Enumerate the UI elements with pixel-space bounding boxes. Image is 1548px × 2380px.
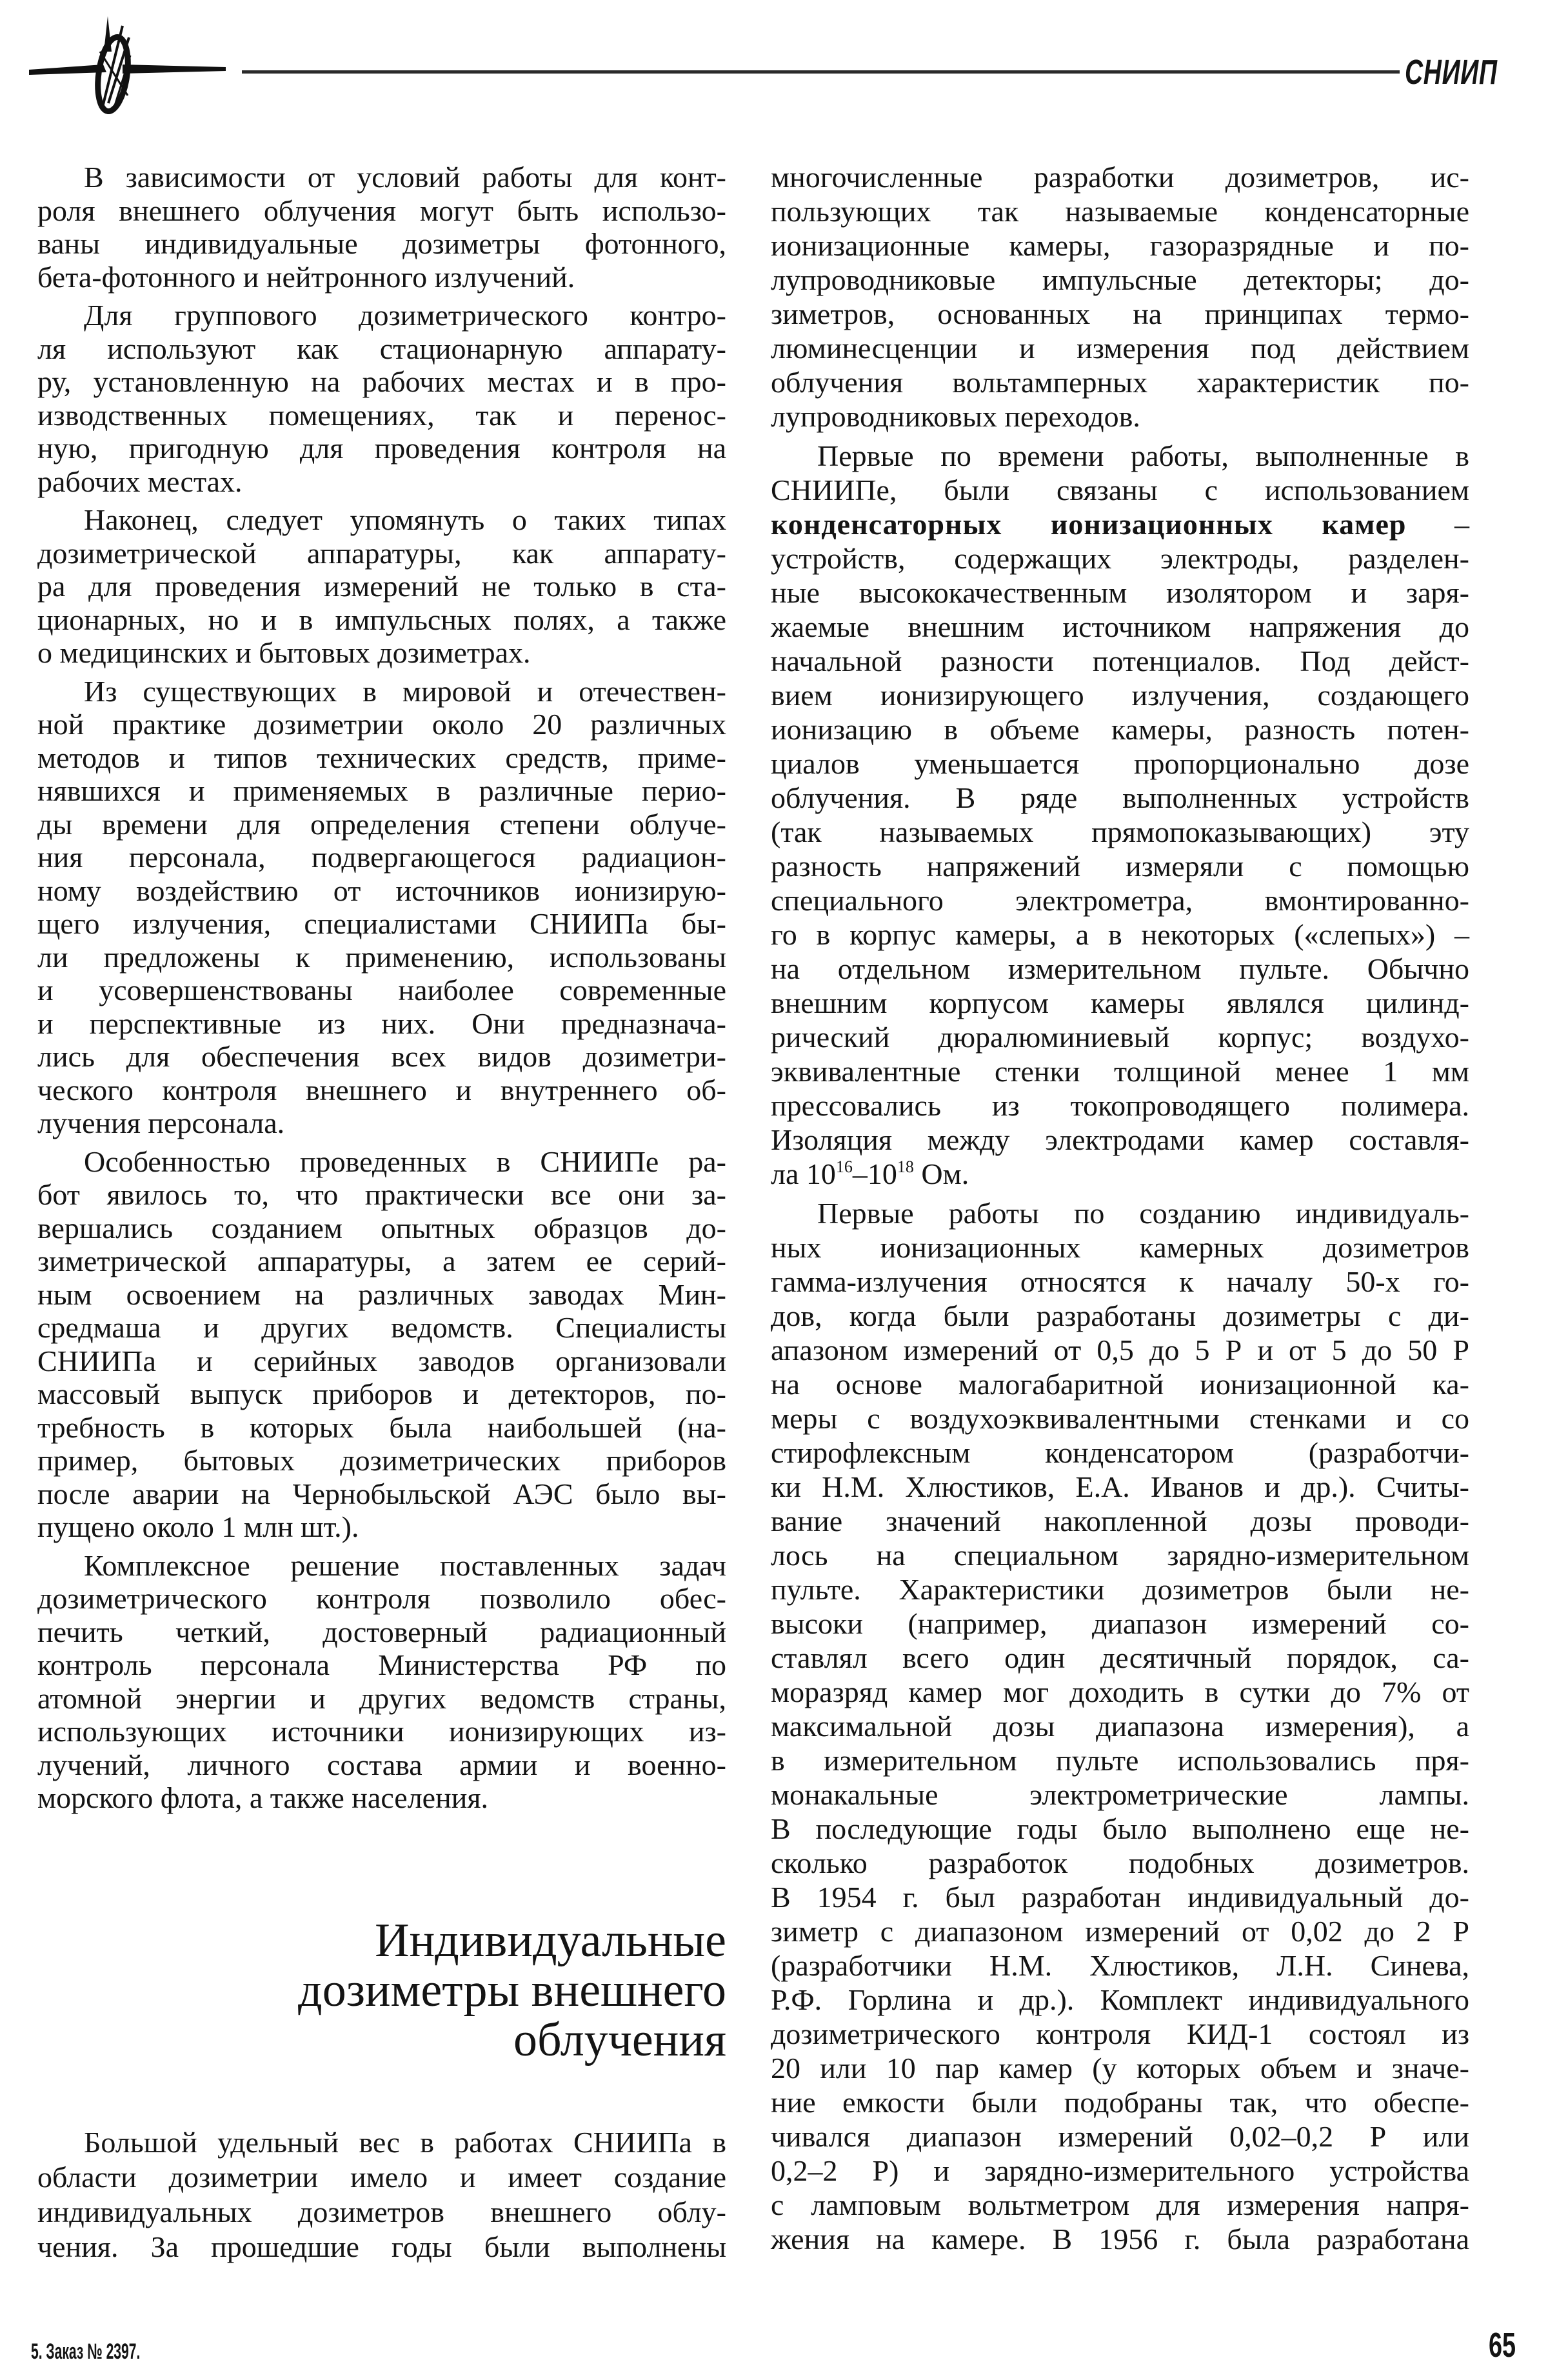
text-line [37, 1178, 726, 1212]
paragraph [37, 299, 726, 498]
text-line [771, 1983, 1469, 2017]
text-line-content: ионизационные камеры, газоразрядные и по- [771, 229, 1469, 262]
text-line-content: дов, когда были разработаны дозиметры с ди- [771, 1299, 1469, 1332]
text-line-content: массовый выпуск приборов и детекторов, по- [37, 1377, 726, 1410]
text-line-content: специального электрометра, вмонтированно- [771, 884, 1469, 917]
text-line-content: ную, пригодную для проведения контроля на [37, 432, 726, 465]
text-line [37, 1549, 726, 1583]
text-line [37, 1007, 726, 1041]
text-line [37, 227, 726, 261]
text-line [771, 1846, 1469, 1880]
text-line [37, 1748, 726, 1782]
text-line [771, 678, 1469, 712]
text-line [37, 503, 726, 537]
text-line-content: ческого контроля внешнего и внутреннего об- [37, 1073, 726, 1106]
text-line [37, 603, 726, 637]
text-line-content: ионизацию в объеме камеры, разность потен- [771, 713, 1469, 746]
text-line [37, 161, 726, 194]
text-line-content: ки Н.М. Хлюстиков, Е.А. Иванов и др.). Считы- [771, 1470, 1469, 1503]
text-line [37, 1245, 726, 1278]
text-line-content: зиметрической аппаратуры, а затем ее серий- [37, 1245, 726, 1277]
text-line [37, 1648, 726, 1682]
text-line [771, 712, 1469, 746]
text-line-content: рабочих местах. [37, 465, 243, 498]
text-line [771, 228, 1469, 263]
text-line-content: многочисленные разработки дозиметров, ис- [771, 161, 1469, 194]
heading-line: Индивидуальные [375, 1914, 726, 1967]
text-line-content: моразряд камер мог доходить в сутки до 7% от [771, 1675, 1469, 1708]
text-line-content: ды времени для определения степени облуче- [37, 807, 726, 841]
superscript: 18 [897, 1157, 914, 1176]
text-line [771, 1367, 1469, 1401]
superscript: 16 [835, 1157, 853, 1176]
text-line [37, 1582, 726, 1615]
text-line-content: пример, бытовых дозиметрических приборов [37, 1444, 726, 1477]
text-line [37, 570, 726, 603]
text-line [37, 1377, 726, 1411]
text-line [37, 1411, 726, 1445]
paragraph [37, 1145, 726, 1544]
text-line [771, 399, 1469, 434]
text-line [37, 1477, 726, 1511]
text-line [771, 1572, 1469, 1606]
text-line-content: после аварии на Чернобыльской АЭС было вы- [37, 1477, 726, 1510]
text-run: – [1406, 508, 1469, 541]
text-line [771, 1020, 1469, 1054]
text-line [771, 1265, 1469, 1299]
text-line-content: роля внешнего облучения могут быть использо- [37, 194, 726, 227]
text-line-content: дозиметрической аппаратуры, как аппарату- [37, 536, 726, 570]
text-line [771, 1470, 1469, 1504]
text-line [37, 1715, 726, 1748]
text-line [37, 2125, 726, 2160]
text-line [771, 541, 1469, 575]
text-line-content: ваны индивидуальные дозиметры фотонного, [37, 227, 726, 260]
text-line-content: пользующих так называемые конденсаторные [771, 195, 1469, 228]
text-line-content: высоки (например, диапазон измерений со- [771, 1607, 1469, 1640]
sniip-logo-icon [26, 13, 232, 116]
text-line-content: ли предложены к применению, использованы [37, 940, 726, 974]
text-line-content: бета-фотонного и нейтронного излучений. [37, 260, 575, 294]
text-line-content: облучения вольтамперных характеристик по- [771, 366, 1469, 399]
text-line [37, 1345, 726, 1378]
text-line-content: на основе малогабаритной ионизационной ка- [771, 1368, 1469, 1401]
text-line [771, 1948, 1469, 1983]
text-line [771, 365, 1469, 399]
text-line-content: 20 или 10 пар камер (у которых объем и значе- [771, 2052, 1469, 2085]
text-line-content: ра для проведения измерений не только в ста- [37, 570, 726, 603]
text-line-content: Наконец, следует упомянуть о таких типах [84, 503, 726, 536]
text-line [771, 1230, 1469, 1265]
text-line-content: зиметр с диапазоном измерений от 0,02 до 2 Р [771, 1915, 1469, 1948]
text-line-content: В 1954 г. был разработан индивидуальный до- [771, 1881, 1469, 1914]
text-line [771, 2222, 1469, 2256]
text-line-content: устройств, содержащих электроды, разделен- [771, 542, 1469, 575]
text-line-content: ные высококачественным изолятором и заря- [771, 576, 1469, 609]
text-line-content: эквивалентные стенки толщиной менее 1 мм [771, 1055, 1469, 1088]
text-line [37, 1682, 726, 1715]
text-run: ла 10 [771, 1157, 836, 1190]
text-line-content: Первые работы по созданию индивидуаль- [817, 1197, 1469, 1230]
text-run: Ом. [913, 1157, 969, 1190]
text-line-content: максимальной дозы диапазона измерения), а [771, 1710, 1469, 1743]
text-line [771, 263, 1469, 297]
text-line-content: лучения персонала. [37, 1106, 285, 1139]
text-line-content: Большой удельный вес в работах СНИИПа в [84, 2126, 726, 2159]
text-line [771, 160, 1469, 194]
text-line-content: бот явилось то, что практически все они за- [37, 1178, 726, 1211]
text-line [37, 1444, 726, 1477]
text-line-content: ния персонала, подвергающегося радиацион- [37, 841, 726, 874]
text-line-content: пущено около 1 млн шт.). [37, 1510, 359, 1543]
text-line [771, 1435, 1469, 1470]
text-line-content: лупроводниковые импульсные детекторы; до- [771, 263, 1469, 296]
text-line [37, 841, 726, 874]
text-line-content: ному воздействию от источников ионизирую- [37, 874, 726, 907]
text-line-content: пульте. Характеристики дозиметров были не- [771, 1573, 1469, 1606]
text-line-content: (так называемых прямопоказывающих) эту [771, 815, 1469, 848]
text-line [37, 261, 726, 294]
text-line-content: лось на специальном зарядно-измерительном [771, 1539, 1469, 1572]
text-line-content: изводственных помещениях, так и перенос- [37, 398, 726, 432]
text-line [771, 1333, 1469, 1367]
text-line [771, 2154, 1469, 2188]
text-line-content: и усовершенствованы наиболее современные [37, 974, 726, 1006]
text-line [771, 849, 1469, 883]
text-line-content: циалов уменьшается пропорционально дозе [771, 747, 1469, 780]
text-line [771, 883, 1469, 917]
text-line-content: люминесценции и измерения под действием [771, 332, 1469, 365]
text-line [37, 1781, 726, 1815]
text-line-content: в измерительном пульте использовались пря- [771, 1744, 1469, 1777]
text-line-content: СНИИПа и серийных заводов организовали [37, 1344, 726, 1377]
footer-order-number: 5. Заказ № 2397. [31, 2339, 141, 2364]
text-line-content: Первые по времени работы, выполненные в [817, 439, 1469, 472]
text-line [771, 1538, 1469, 1572]
text-line-content: В последующие годы было выполнено еще не- [771, 1812, 1469, 1845]
text-line-content: области дозиметрии имело и имеет создание [37, 2161, 726, 2194]
text-line-content: начальной разности потенциалов. Под дейст- [771, 645, 1469, 677]
text-line [37, 2195, 726, 2230]
text-line [771, 507, 1469, 541]
text-line-content: лись для обеспечения всех видов дозиметри- [37, 1040, 726, 1073]
text-line [37, 399, 726, 432]
text-line [37, 465, 726, 499]
text-line [37, 874, 726, 908]
text-line [37, 1615, 726, 1649]
text-line-content: вием ионизирующего излучения, создающего [771, 679, 1469, 712]
text-line [37, 974, 726, 1007]
text-line-content: нявшихся и применяемых в различные перио- [37, 774, 726, 807]
text-line-content: разность напряжений измеряли с помощью [771, 850, 1469, 883]
text-line [771, 1777, 1469, 1812]
text-line [37, 2160, 726, 2195]
text-line-content: В зависимости от условий работы для конт- [84, 161, 726, 194]
text-line [771, 1812, 1469, 1846]
text-line-content: чивался диапазон измерений 0,02–0,2 Р или [771, 2120, 1469, 2153]
text-line [771, 815, 1469, 849]
text-line-content: ционарных, но и в импульсных полях, а также [37, 603, 726, 636]
page-number: 65 [1489, 2326, 1516, 2365]
text-line-content: 0,2–2 Р) и зарядно-измерительного устройства [771, 2154, 1469, 2187]
text-line-content: Изоляция между электродами камер составля- [771, 1123, 1469, 1156]
text-line-content: и перспективные из них. Они предназнача- [37, 1006, 726, 1040]
section-intro-column [37, 2125, 726, 2270]
text-line-content: Особенностью проведенных в СНИИПе ра- [84, 1145, 726, 1178]
text-line [37, 432, 726, 465]
text-line [771, 1123, 1469, 1157]
text-line [771, 1401, 1469, 1435]
paragraph [771, 160, 1469, 434]
text-line-content: с ламповым вольтметром для измерения напря- [771, 2188, 1469, 2221]
text-line-content: сколько разработок подобных дозиметров. [771, 1846, 1469, 1879]
text-line [37, 1040, 726, 1074]
text-line [37, 741, 726, 775]
text-line-content: рический дюралюминиевый корпус; воздухо- [771, 1021, 1469, 1054]
text-line-content: дозиметрического контроля КИД-1 состоял из [771, 2017, 1469, 2050]
text-line-content: ставлял всего один десятичный порядок, са- [771, 1641, 1469, 1674]
text-line-content: облучения. В ряде выполненных устройств [771, 781, 1469, 814]
text-line-content: ру, установленную на рабочих местах и в про- [37, 365, 726, 398]
text-line [37, 1278, 726, 1312]
header-brand: СНИИП [1405, 53, 1498, 92]
paragraph [771, 1196, 1469, 2256]
text-line-content: лучений, личного состава армии и военно- [37, 1748, 726, 1781]
text-line-content: о медицинских и бытовых дозиметрах. [37, 636, 531, 669]
text-line [37, 332, 726, 366]
text-line [771, 610, 1469, 644]
text-line-content: Для группового дозиметрического контро- [84, 299, 726, 332]
text-line [37, 365, 726, 399]
text-line-content: гамма-излучения относятся к началу 50-х го- [771, 1265, 1469, 1298]
text-line-content: щего излучения, специалистами СНИИПа бы- [37, 907, 726, 940]
text-line-content: внешним корпусом камеры являлся цилинд- [771, 986, 1469, 1019]
text-line-content: контроль персонала Министерства РФ по [37, 1648, 726, 1681]
text-line [771, 1606, 1469, 1641]
text-line [37, 2230, 726, 2265]
text-line-content: ным освоением на различных заводах Мин- [37, 1277, 726, 1311]
text-line [771, 781, 1469, 815]
text-line [771, 1641, 1469, 1675]
text-line-content [771, 507, 1469, 541]
text-line-content: прессовались из токопроводящего полимера. [771, 1089, 1469, 1122]
text-line [771, 1196, 1469, 1230]
text-line [771, 1157, 1469, 1191]
text-line [37, 1212, 726, 1245]
text-line [771, 1088, 1469, 1123]
text-line [37, 941, 726, 974]
text-line-content: атомной энергии и других ведомств страны, [37, 1681, 726, 1715]
text-line [771, 331, 1469, 365]
text-line-content: Комплексное решение поставленных задач [84, 1548, 726, 1582]
text-line [771, 1675, 1469, 1709]
paragraph [37, 2125, 726, 2265]
text-line [37, 299, 726, 332]
text-line-content: чения. За прошедшие годы были выполнены [37, 2230, 726, 2263]
text-line [37, 636, 726, 670]
text-line-content: го в корпус камеры, а в некоторых («слепых») – [771, 918, 1469, 951]
text-line-content: жаемые внешним источником напряжения до [771, 610, 1469, 643]
text-line [37, 1074, 726, 1107]
text-line-content: методов и типов технических средств, приме- [37, 741, 726, 774]
text-line [771, 575, 1469, 610]
text-line [37, 194, 726, 228]
text-line [771, 917, 1469, 952]
text-line [771, 952, 1469, 986]
text-line [771, 1743, 1469, 1777]
text-line [37, 774, 726, 808]
text-line [37, 808, 726, 841]
text-line-content: апазоном измерений от 0,5 до 5 Р и от 5 до 50 Р [771, 1334, 1469, 1366]
text-line [771, 297, 1469, 331]
text-line-content: стирофлексным конденсатором (разработчи- [771, 1436, 1469, 1469]
text-line-content: ной практике дозиметрии около 20 различных [37, 708, 726, 741]
text-line [37, 675, 726, 708]
heading-line: дозиметры внешнего [298, 1964, 726, 2017]
text-line-content: Р.Ф. Горлина и др.). Комплект индивидуального [771, 1983, 1469, 2016]
paragraph [37, 1549, 726, 1815]
text-line [37, 1311, 726, 1345]
text-line-content: вание значений накопленной дозы проводи- [771, 1505, 1469, 1537]
text-line-content: использующих источники ионизирующих из- [37, 1715, 726, 1748]
text-line [771, 1709, 1469, 1743]
text-line-content: дозиметрического контроля позволило обес- [37, 1582, 726, 1615]
text-line [771, 1914, 1469, 1948]
right-column [771, 160, 1469, 2261]
text-line-content [771, 1157, 969, 1191]
text-run: –10 [852, 1157, 897, 1190]
text-line-content: монакальные электрометрические лампы. [771, 1778, 1469, 1811]
text-line [771, 473, 1469, 507]
text-line [771, 1299, 1469, 1333]
paragraph [771, 439, 1469, 1191]
text-line-content: лупроводниковых переходов. [771, 400, 1140, 433]
heading-line: облучения [513, 2014, 726, 2066]
text-line-content: ля используют как стационарную аппарату- [37, 332, 726, 365]
text-line-content: ных ионизационных камерных дозиметров [771, 1231, 1469, 1264]
text-line [37, 537, 726, 570]
text-line [771, 194, 1469, 228]
text-line [771, 2017, 1469, 2051]
paragraph [37, 503, 726, 670]
text-line-content: требность в которых была наибольшей (на- [37, 1410, 726, 1444]
section-heading [37, 1916, 726, 2065]
text-line-content: СНИИПе, были связаны с использованием [771, 474, 1469, 506]
text-line [37, 708, 726, 741]
text-line [771, 2188, 1469, 2222]
text-line [771, 746, 1469, 781]
text-line-content: средмаша и других ведомств. Специалисты [37, 1311, 726, 1344]
text-line-content: индивидуальных дозиметров внешнего облу- [37, 2195, 726, 2228]
text-line [771, 2051, 1469, 2085]
text-line-content: жения на камере. В 1956 г. была разработана [771, 2223, 1469, 2255]
text-line-content: зиметров, основанных на принципах термо- [771, 297, 1469, 330]
text-line [771, 1054, 1469, 1088]
text-line [771, 1880, 1469, 1914]
text-line [37, 907, 726, 941]
text-line [771, 1504, 1469, 1538]
text-line-content: на отдельном измерительном пульте. Обычно [771, 952, 1469, 985]
text-line [771, 644, 1469, 678]
text-line-content: вершались созданием опытных образцов до- [37, 1211, 726, 1245]
header-rule [242, 70, 1400, 74]
text-line [37, 1510, 726, 1544]
text-line [771, 439, 1469, 473]
text-line-content: печить четкий, достоверный радиационный [37, 1615, 726, 1648]
paragraph [37, 161, 726, 294]
text-line [37, 1106, 726, 1140]
text-line-content: меры с воздухоэквивалентными стенками и со [771, 1402, 1469, 1435]
text-line [771, 986, 1469, 1020]
paragraph [37, 675, 726, 1140]
text-line [37, 1145, 726, 1179]
text-line [771, 2085, 1469, 2119]
text-line-content: ние емкости были подобраны так, что обеспе- [771, 2086, 1469, 2119]
text-line-content: морского флота, а также населения. [37, 1781, 488, 1814]
text-line-content: Из существующих в мировой и отечествен- [84, 674, 726, 708]
text-line [771, 2119, 1469, 2154]
left-column [37, 161, 726, 1820]
bold-term: конденсаторных ионизационных камер [771, 508, 1407, 541]
text-line-content: (разработчики Н.М. Хлюстиков, Л.Н. Синева, [771, 1949, 1469, 1982]
